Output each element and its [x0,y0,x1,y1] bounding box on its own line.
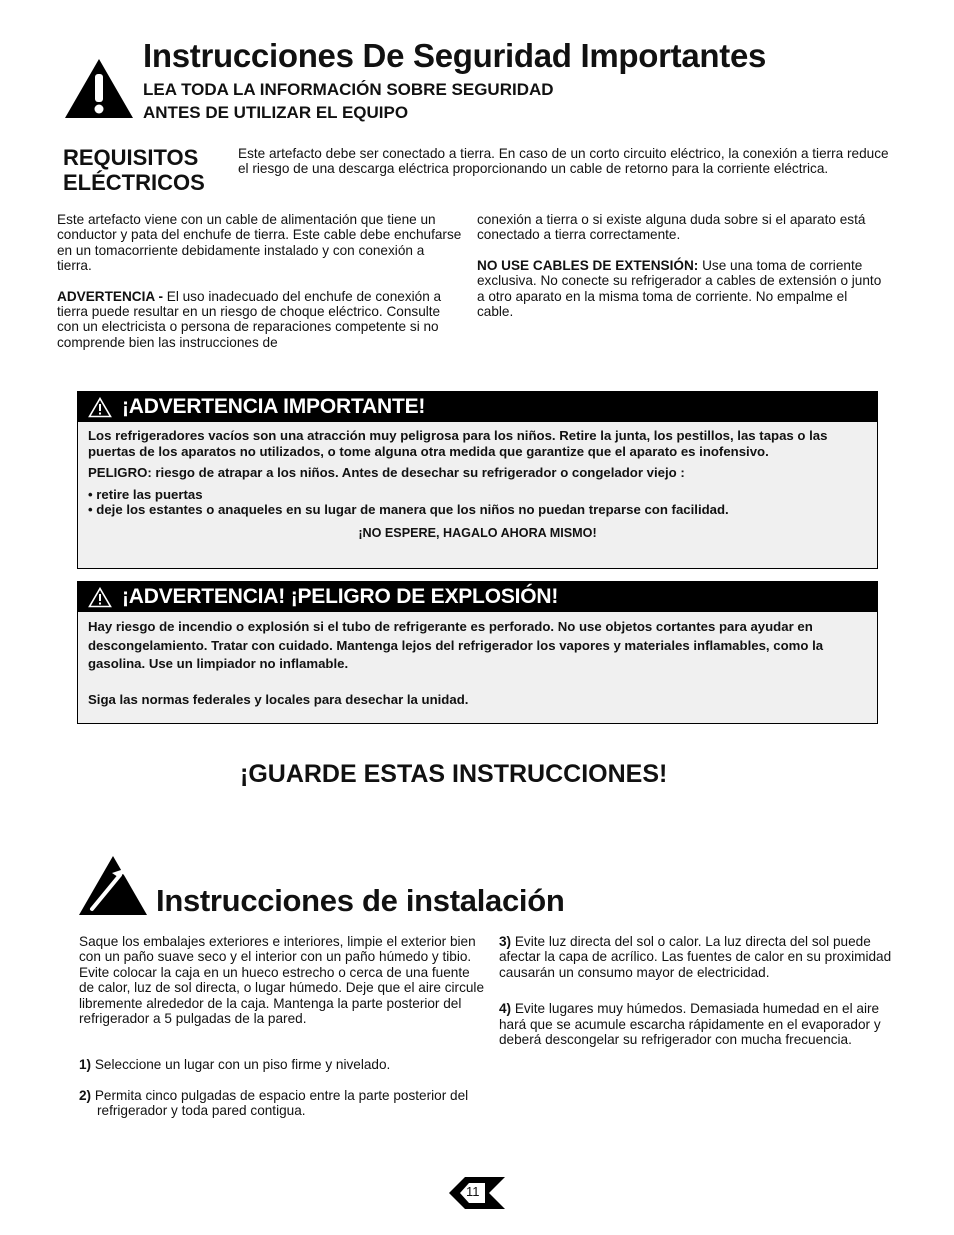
installation-step-3 [499,934,903,980]
step-1-text: Seleccione un lugar con un piso firme y nivelado. [91,1057,391,1073]
step-3-number: 3) [499,934,512,949]
extension-text: Use una toma de corriente exclusiva. No conecte su refrigerador a cables de extensión o junto a otro aparato en la misma toma de corriente. No empalme el cable. [477,257,882,320]
safety-subtitle-line1: LEA TODA LA INFORMACIÓN SOBRE SEGURIDAD [143,80,554,99]
bullet-remove-doors: • retire las puertas [88,486,203,502]
page-number: 11 [466,1184,480,1199]
step-2-number: 2) [79,1087,92,1103]
installation-step-1 [79,1057,487,1072]
warning-label: ADVERTENCIA - [57,288,163,304]
installation-step-4 [499,1001,903,1047]
act-now-notice: ¡NO ESPERE, HAGALO AHORA MISMO! [358,525,597,540]
electrical-paragraph-cord: Este artefacto viene con un cable de alimentación que tiene un conductor y pata del enchufe de tierra. Este cable debe enchufarse en un tomacorriente debidamente instalado y con conexión a tierra. [57,212,462,274]
installation-title: Instrucciones de instalación [156,883,565,918]
important-warning-paragraph: Los refrigeradores vacíos son una atracción muy peligrosa para los niños. Retire la junta, los pestillos, las tapas o las puertas de los aparatos no utilizados, o tome alguna otra medida que garantize que el aparato es inofensivo. [88,428,828,459]
save-instructions-heading: ¡GUARDE ESTAS INSTRUCCIONES! [240,760,668,788]
explosion-warning-body [78,612,877,715]
step-2-text: Permita cinco pulgadas de espacio entre la parte posterior del refrigerador y toda pared contigua. [91,1087,469,1119]
electrical-column-right [477,212,882,334]
warning-outline-icon [88,587,112,608]
explosion-warning-paragraph: Hay riesgo de incendio o explosión si el tubo de refrigerante es perforado. No use objetos cortantes para ayudar en descongelamiento. Tratar con cuidado. Mantenga lejos del refrigerador los vapores y materiales inflamables, como la gasolina. Use un limpiador no inflamable. [88,619,824,671]
safety-subtitle [143,78,554,124]
electrical-column-left [57,212,462,365]
installation-column-left [79,934,487,1134]
extension-label: NO USE CABLES DE EXTENSIÓN: [477,257,699,273]
bullet-leave-shelves: • deje los estantes o anaqueles en su lugar de manera que los niños no puedan treparse con facilidad. [88,502,729,518]
step-3-text: Evite luz directa del sol o calor. La luz directa del sol puede afectar la capa de acrílico. Las fuentes de calor en su proximidad causarán un consumo mayor de electricidad. [499,934,892,980]
installation-intro: Saque los embalajes exteriores e interiores, limpie el exterior bien con un paño suave seco y el interior con un paño húmedo y tibio. Evite colocar la caja en un hueco estrecho o cerca de una fuente de calor, luz de sol directa, o lugar húmedo. Deje que el aire circule libremente alrededor de la caja. Mantenga la parte posterior del refrigerador a 5 pulgadas de la pared. [79,934,485,1027]
installation-step-2 [79,1088,487,1119]
safety-subtitle-line2: ANTES DE UTILIZAR EL EQUIPO [143,103,409,122]
important-warning-body [78,422,877,548]
installation-column-right [499,934,903,1062]
step-1-number: 1) [79,1057,92,1073]
electrical-intro: Este artefacto debe ser conectado a tierra. En caso de un corto circuito eléctrico, la conexión a tierra reduce el riesgo de una descarga eléctrica proporcionando un cable de retorno para la corriente eléctrica. [238,146,889,177]
step-4-number: 4) [499,1001,512,1017]
important-warning-title: ¡ADVERTENCIA IMPORTANTE! [122,395,426,418]
safety-title: Instrucciones De Seguridad Importantes [143,37,767,74]
warning-outline-icon [88,397,112,418]
warning-triangle-icon [63,57,135,120]
danger-paragraph: PELIGRO: riesgo de atrapar a los niños. Antes de desechar su refrigerador o congelador viejo : [88,465,685,481]
electrical-heading-line2: ELÉCTRICOS [63,170,205,195]
important-warning-box [77,391,878,569]
step-4-text: Evite lugares muy húmedos. Demasiada humedad en el aire hará que se acumule escarcha rápidamente en el evaporador y deberá descongelar su refrigerador con mucha frecuencia. [499,1001,881,1048]
warning-text: El uso inadecuado del enchufe de conexión a tierra puede resultar en un riesgo de choque eléctrico. Consulte con un electricista o persona de reparaciones competente si no comprende bien las instrucciones de [57,288,442,350]
explosion-warning-title: ¡ADVERTENCIA! ¡PELIGRO DE EXPLOSIÓN! [122,585,559,608]
electrical-heading [63,145,205,195]
electrical-paragraph-warning [57,289,462,351]
explosion-warning-box [77,581,878,724]
disposal-paragraph: Siga las normas federales y locales para desechar la unidad. [88,691,469,707]
electrical-paragraph-ground: conexión a tierra o si existe alguna duda sobre si el aparato está conectado a tierra correctamente. [477,212,866,243]
important-warning-header [78,392,877,422]
electrical-heading-line1: REQUISITOS [63,145,199,170]
explosion-warning-header [78,582,877,612]
electrical-paragraph-extension [477,258,882,320]
hammer-icon [78,855,148,916]
